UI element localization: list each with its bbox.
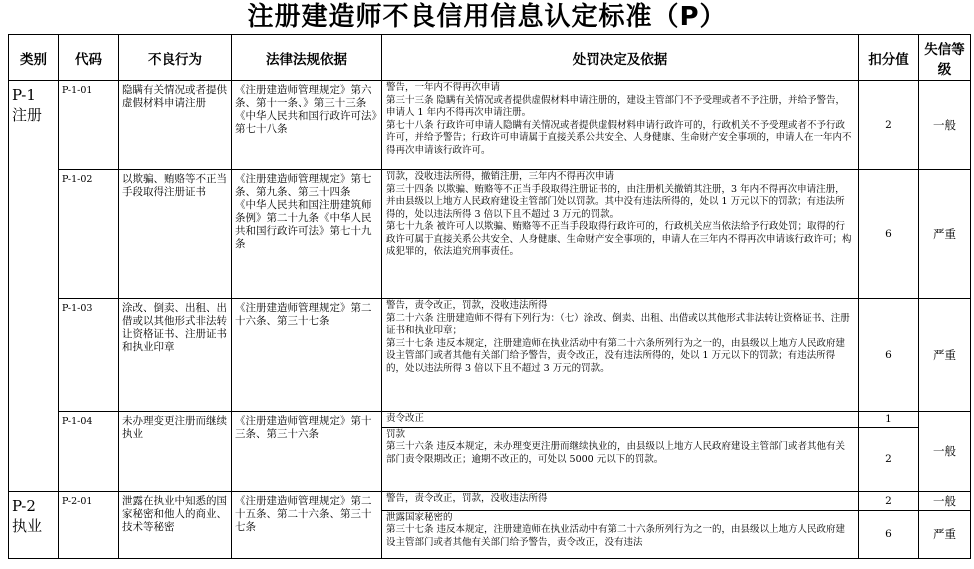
penalty-line: 责令改正 (386, 413, 425, 424)
code-cell: P-1-04 (59, 412, 119, 492)
header-score: 扣分值 (859, 35, 919, 81)
credit-level-cell: 严重 (919, 170, 971, 299)
penalty-line: 第七十九条 被许可人以欺骗、贿赂等不正当手段取得行政许可的，行政机关应当依法给予行政处罚；取得的行政许可属于直接关系公共安全、人身健康、生命财产安全事项的，申请人在三年内不得再次申请该行政许可；构成犯罪的，依法追究刑事责任。 (386, 221, 852, 257)
law-cell: 《注册建造师管理规定》第六条、第十一条、》第三十三条 《中华人民共和国行政许可法》第七十八条 (232, 81, 382, 170)
penalty-line: 第三十七条 违反本规定，注册建造师在执业活动中有第二十六条所列行为之一的，由县级以上地方人民政府建设主管部门或者其他有关部门给予警告，责令改正，没有违法 (386, 524, 846, 548)
penalty-line: 警告，责令改正，罚款，没收违法所得 (386, 300, 548, 311)
law-cell: 《注册建造师管理规定》第二十六条、第三十七条 (232, 299, 382, 412)
header-credit-level: 失信等级 (919, 35, 971, 81)
table-row (9, 491, 971, 510)
score-cell: 1 (859, 412, 919, 428)
header-category: 类别 (9, 35, 59, 81)
penalty-line: 第三十三条 隐瞒有关情况或者提供虚假材料申请注册的，建设主管部门不予受理或者不予注册，并给予警告，申请人 1 年内不得再次申请注册。 (386, 94, 846, 118)
penalty-cell (382, 412, 859, 428)
penalty-cell (382, 510, 859, 558)
penalty-line: 第三十七条 违反本规定，注册建造师在执业活动中有第二十六条所列行为之一的，由县级以上地方人民政府建设主管部门或者其他有关部门给予警告，责令改正，没有违法所得的，处以 1 万元以下的罚款；有违法所得的，处以违法所得 3 倍以下且不超过 3 万元的罚款。 (386, 337, 846, 374)
category-cell (9, 81, 59, 492)
behavior-cell: 未办理变更注册而继续执业 (119, 412, 232, 492)
credit-level-cell: 严重 (919, 510, 971, 558)
score-cell: 2 (859, 81, 919, 170)
table-row (9, 170, 971, 299)
credit-level-cell: 严重 (919, 299, 971, 412)
category-label: P-2 执业 (12, 496, 43, 535)
score-cell: 2 (859, 491, 919, 510)
code-cell: P-1-02 (59, 170, 119, 299)
page-title: 注册建造师不良信用信息认定标准（P） (247, 2, 727, 32)
penalty-cell (382, 81, 859, 170)
penalty-line: 泄露国家秘密的 (386, 511, 453, 523)
standards-table (8, 34, 971, 559)
credit-level-cell: 一般 (919, 81, 971, 170)
score-cell: 6 (859, 170, 919, 299)
penalty-cell (382, 427, 859, 491)
score-cell: 2 (859, 427, 919, 491)
law-cell: 《注册建造师管理规定》第二十五条、第二十六条、第三十七条 (232, 491, 382, 558)
score-cell: 6 (859, 299, 919, 412)
table-row (9, 412, 971, 428)
penalty-line: 第三十六条 违反本规定，未办理变更注册而继续执业的，由县级以上地方人民政府建设主管部门或者其他有关部门责令限期改正；逾期不改正的，可处以 5000 元以下的罚款。 (386, 441, 846, 465)
behavior-cell: 泄露在执业中知悉的国家秘密和他人的商业、技术等秘密 (119, 491, 232, 558)
credit-level-cell: 一般 (919, 412, 971, 492)
behavior-cell: 涂改、倒卖、出租、出借或以其他形式非法转让资格证书、注册证书和执业印章 (119, 299, 232, 412)
behavior-cell: 以欺骗、贿赂等不正当手段取得注册证书 (119, 170, 232, 299)
table-row (9, 299, 971, 412)
score-cell: 6 (859, 510, 919, 558)
code-cell: P-1-03 (59, 299, 119, 412)
penalty-line: 第三十四条 以欺骗、贿赂等不正当手段取得注册证书的，由注册机关撤销其注册，3 年内不得再次申请注册，并由县级以上地方人民政府建设主管部门处以罚款。其中没有违法所得的，处以 1 万元以下的罚款；有违法所得的，处以违法所得 3 倍以下且不超过 3 万元的罚款。 (386, 183, 845, 220)
penalty-cell (382, 491, 859, 510)
penalty-line: 第七十八条 行政许可申请人隐瞒有关情况或者提供虚假材料申请行政许可的，行政机关不予受理或者不予行政许可，并给予警告；行政许可申请属于直接关系公共安全、人身健康、生命财产安全事项的，申请人在一年内不得再次申请该行政许可。 (386, 119, 852, 156)
header-law: 法律法规依据 (232, 35, 382, 81)
header-code: 代码 (59, 35, 119, 81)
law-cell: 《注册建造师管理规定》第七条、第九条、第三十四条 《中华人民共和国注册建筑师条例》第二十九条《中华人民共和国行政许可法》第七十九条 (232, 170, 382, 299)
table-row (9, 81, 971, 170)
penalty-cell (382, 170, 859, 299)
penalty-line: 警告，责令改正，罚款，没收违法所得 (386, 492, 548, 504)
header-row (9, 35, 971, 81)
code-cell: P-1-01 (59, 81, 119, 170)
penalty-line: 第二十六条 注册建造师不得有下列行为：（七）涂改、倒卖、出租、出借或以其他形式非法转让资格证书、注册证书和执业印章； (386, 312, 850, 336)
credit-level-cell: 一般 (919, 491, 971, 510)
law-cell: 《注册建造师管理规定》第十三条、第三十六条 (232, 412, 382, 492)
category-cell (9, 491, 59, 558)
header-penalty: 处罚决定及依据 (382, 35, 859, 81)
penalty-line: 罚款，没收违法所得，撤销注册，三年内不得再次申请 (386, 171, 615, 182)
code-cell: P-2-01 (59, 491, 119, 558)
penalty-cell (382, 299, 859, 412)
category-label: P-1 注册 (12, 86, 43, 124)
penalty-line: 罚款 (386, 428, 406, 440)
penalty-line: 警告，一年内不得再次申请 (386, 82, 501, 93)
header-behavior: 不良行为 (119, 35, 232, 81)
behavior-cell: 隐瞒有关情况或者提供虚假材料申请注册 (119, 81, 232, 170)
